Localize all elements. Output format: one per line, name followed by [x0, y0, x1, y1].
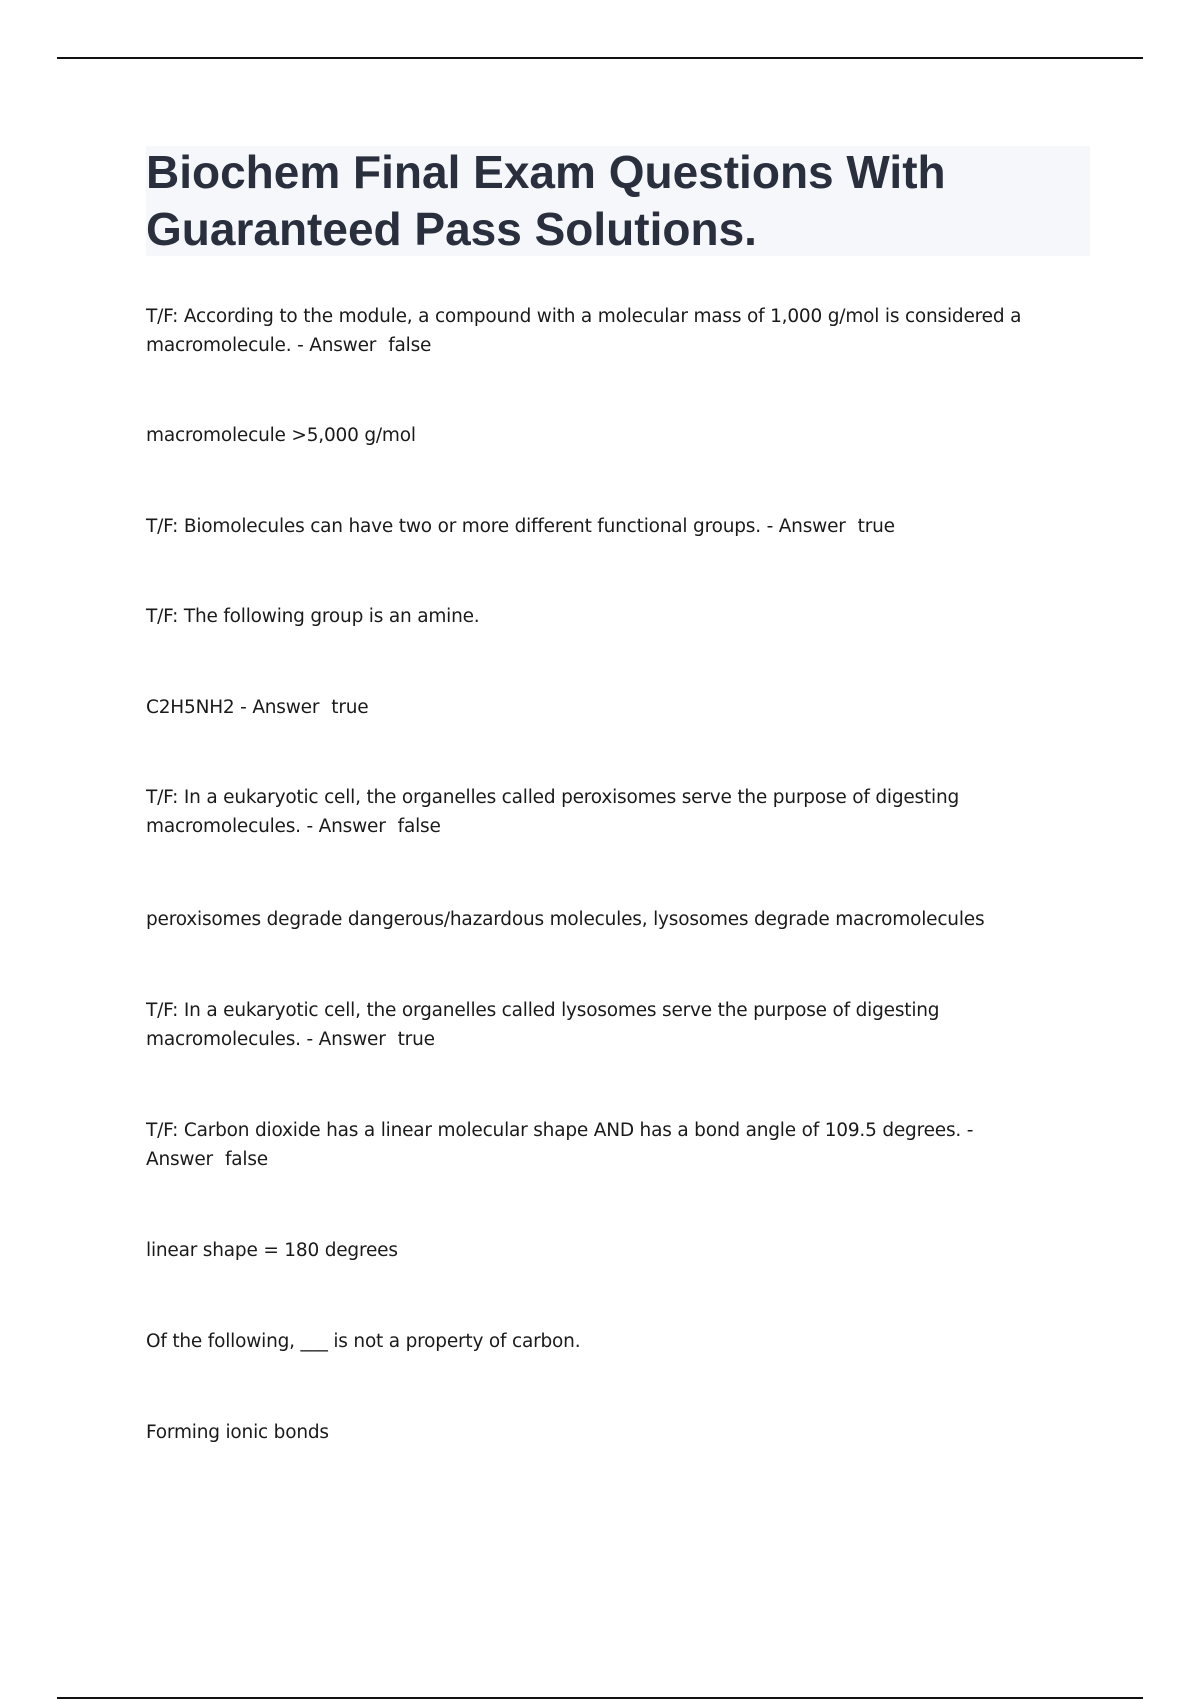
page-title: Biochem Final Exam Questions With Guaranteed Pass Solutions. — [146, 146, 946, 255]
explanation-text: linear shape = 180 degrees — [146, 1240, 398, 1261]
question-item — [146, 602, 1090, 631]
question-text: T/F: Carbon dioxide has a linear molecular shape AND has a bond angle of 109.5 degrees. - Answer — [146, 1120, 974, 1170]
question-item — [146, 1327, 1090, 1356]
question-text: C2H5NH2 - Answer — [146, 697, 320, 718]
question-text: T/F: Biomolecules can have two or more different functional groups. - Answer — [146, 516, 846, 537]
question-text: T/F: In a eukaryotic cell, the organelles called peroxisomes serve the purpose of digesting macromolecules. - Answer — [146, 787, 960, 837]
answer-text: false — [388, 335, 432, 356]
question-item — [146, 996, 1090, 1054]
answer-text: true — [857, 516, 895, 537]
answer-item — [146, 1418, 1090, 1447]
question-item — [146, 783, 1090, 841]
question-text: T/F: In a eukaryotic cell, the organelles called lysosomes serve the purpose of digesting macromolecules. - Answer — [146, 1000, 940, 1050]
question-item — [146, 693, 1090, 722]
question-item — [146, 302, 1090, 360]
explanation-item — [146, 1236, 1090, 1265]
top-rule — [57, 57, 1143, 59]
question-item — [146, 1116, 1090, 1174]
explanation-item — [146, 421, 1090, 450]
answer-text: true — [397, 1029, 435, 1050]
explanation-text: peroxisomes degrade dangerous/hazardous molecules, lysosomes degrade macromolecules — [146, 909, 985, 930]
bottom-rule — [57, 1697, 1143, 1699]
answer-text: true — [331, 697, 369, 718]
question-item — [146, 512, 1090, 541]
explanation-text: macromolecule >5,000 g/mol — [146, 425, 416, 446]
answer-line-text: Forming ionic bonds — [146, 1422, 329, 1443]
question-text: T/F: The following group is an amine. — [146, 606, 480, 627]
answer-text: false — [224, 1149, 268, 1170]
answer-text: false — [397, 816, 441, 837]
explanation-item — [146, 905, 1090, 934]
question-text: Of the following, ___ is not a property of carbon. — [146, 1331, 581, 1352]
question-text: T/F: According to the module, a compound with a molecular mass of 1,000 g/mol is considered a macromolecule. - Answer — [146, 306, 1022, 356]
